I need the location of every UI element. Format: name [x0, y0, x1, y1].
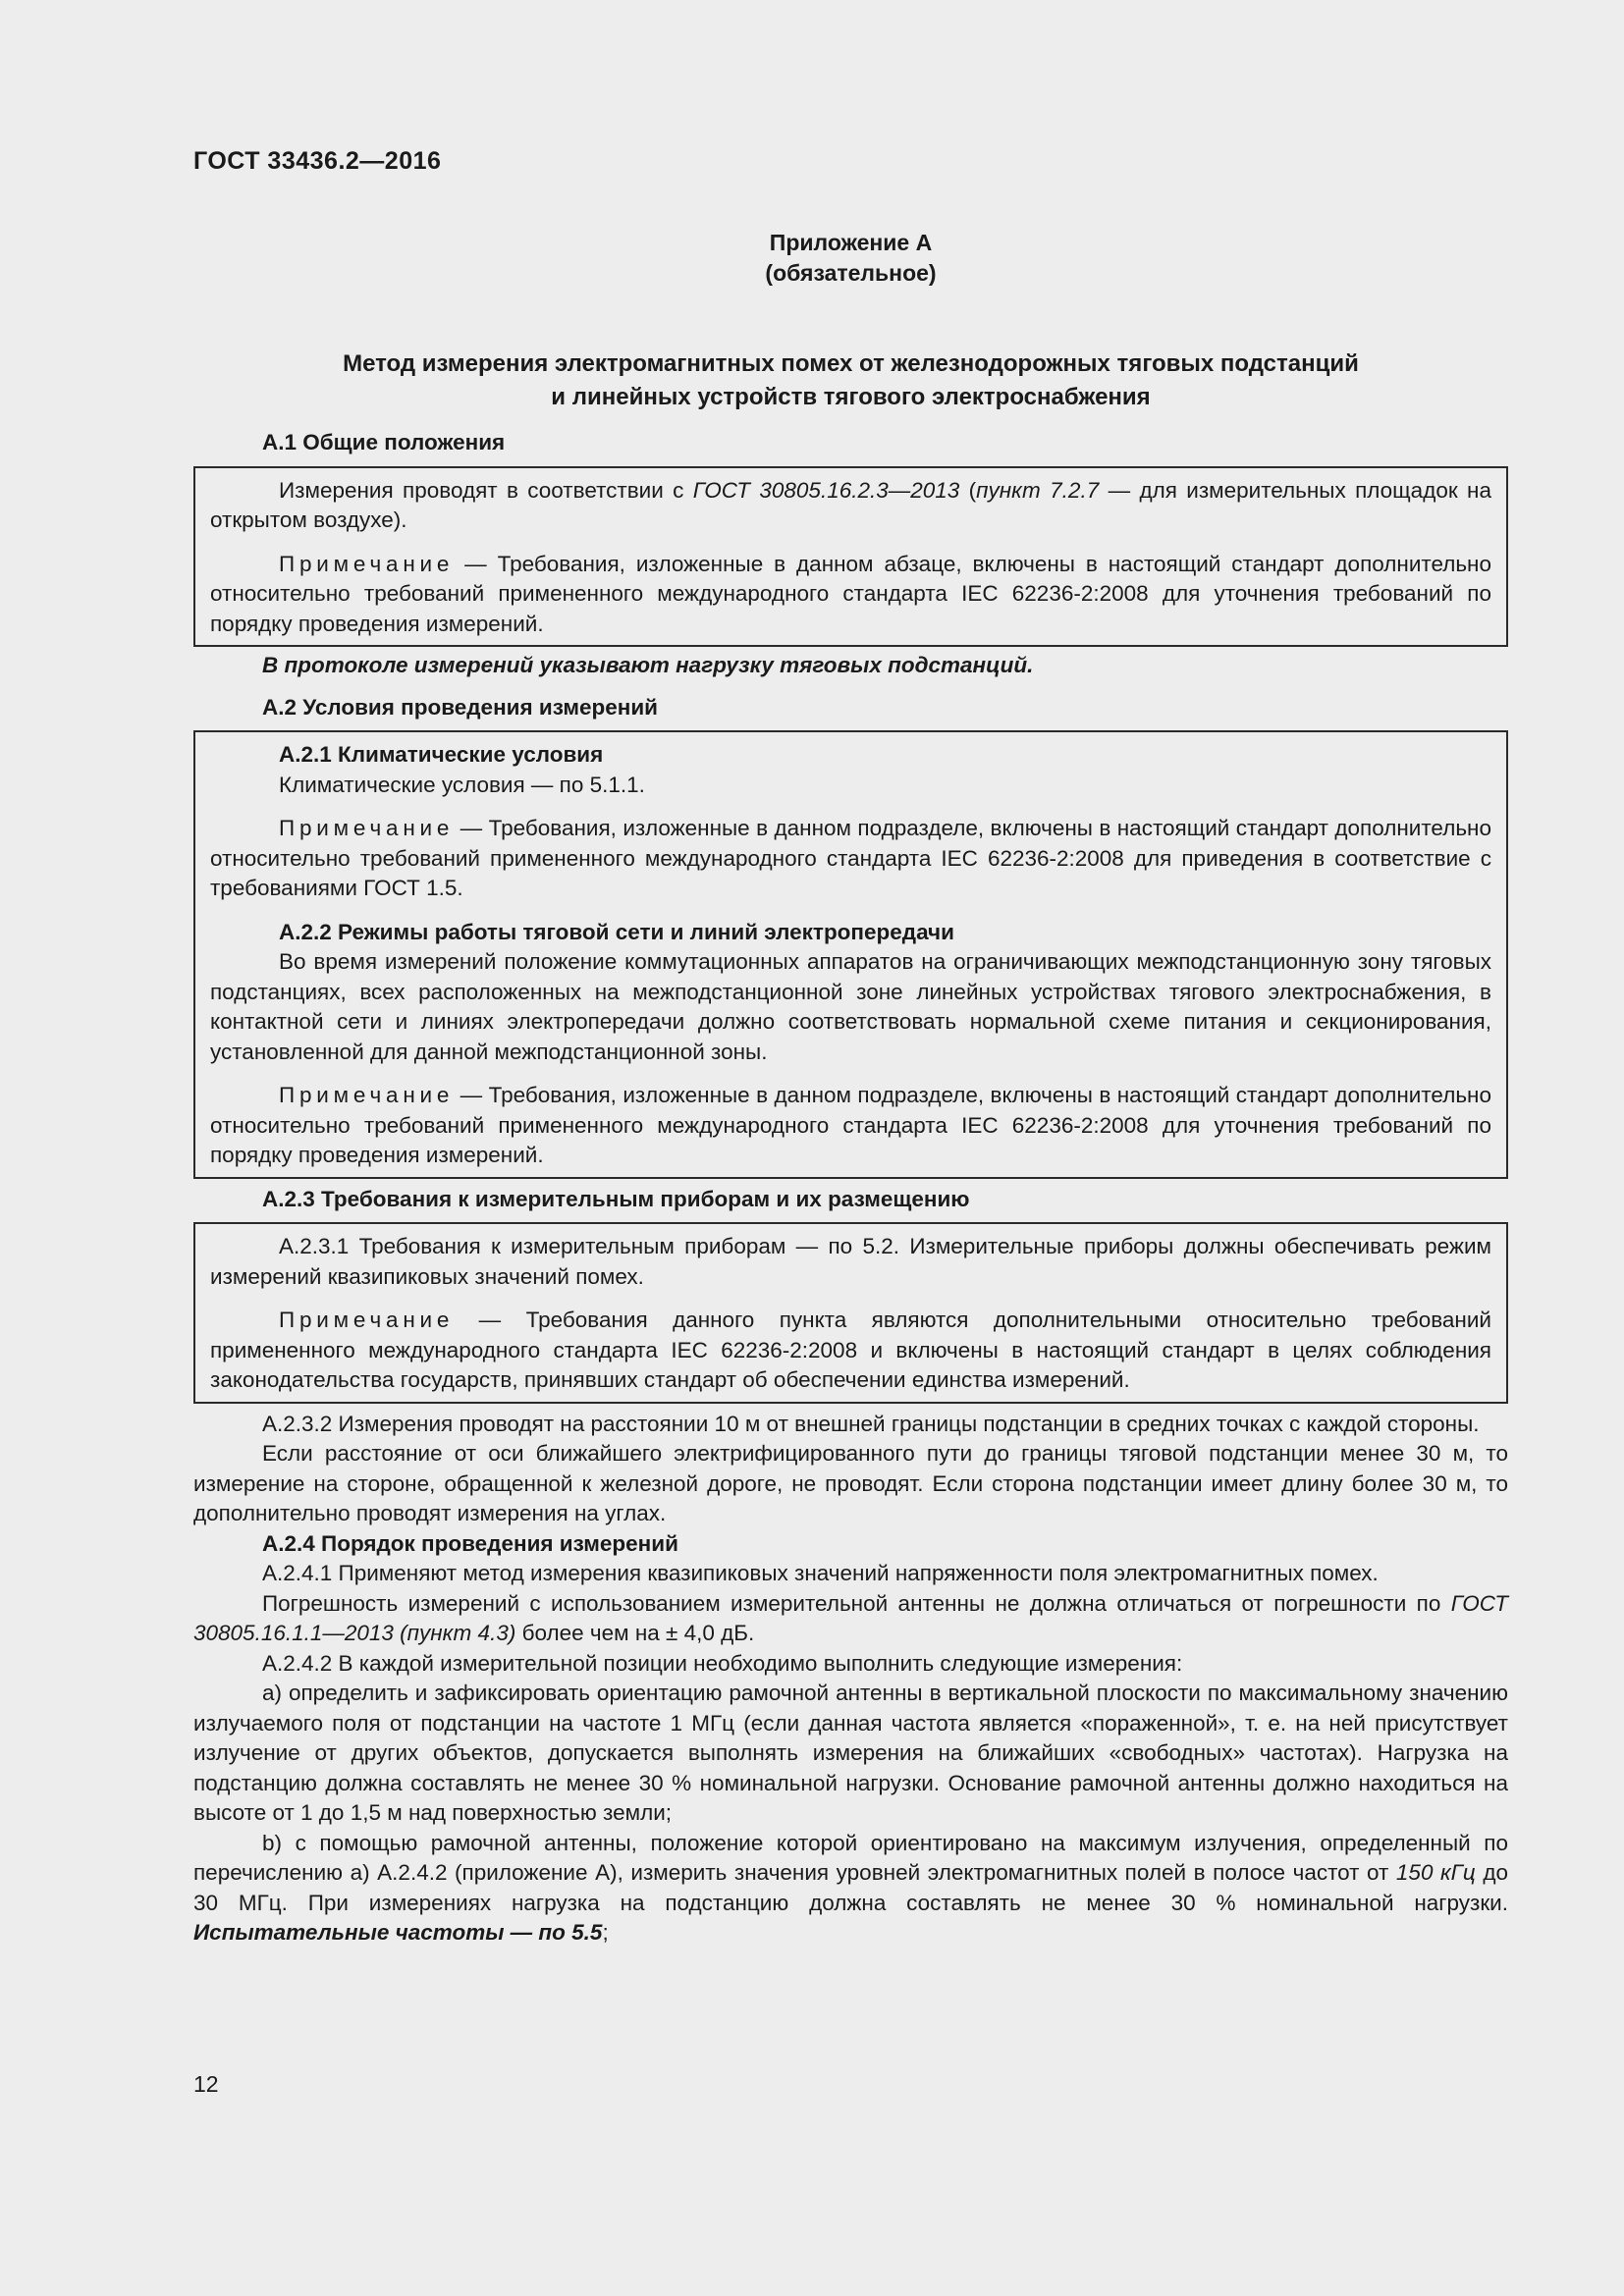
a232-text-2: Если расстояние от оси ближайшего электрифицированного пути до границы тяговой подстанции менее 30 м, то измерение на стороне, обращенной к железной дороге, не проводят. Если сторона подстанции имеет длину более 30 м, то дополнительно проводят измерения на углах.: [193, 1441, 1508, 1525]
a1-protocol-paragraph: В протоколе измерений указывают нагрузку тяговых подстанций.: [262, 653, 1034, 677]
note-label: Примечание: [279, 551, 455, 576]
a242-text: А.2.4.2 В каждой измерительной позиции необходимо выполнить следующие измерения:: [262, 1650, 1183, 1676]
section-a2-heading: А.2 Условия проведения измерений: [262, 694, 658, 720]
a232-text: А.2.3.2 Измерения проводят на расстоянии 10 м от внешней границы подстанции в средних точках с каждой стороны.: [262, 1411, 1480, 1436]
a22-text: Во время измерений положение коммутационных аппаратов на ограничивающих межподстанционную зону тяговых подстанциях, всех расположенных на межподстанционной зоне линейных устройствах тягового электроснабжения, в контактной сети и линиях электропередачи должно соответствовать нормальной схеме питания и секционирования, установленной для данной межподстанционной зоны.: [210, 949, 1491, 1064]
a242-item-b: b) с помощью рамочной антенны, положение которой ориентировано на максимум излучения, определенный по перечислению а) А.2.4.2 (приложение А), измерить значения уровней электромагнитных полей в полосе частот от 150 кГц до 30 МГц. При измерениях нагрузка на подстанцию должна составлять не менее 30 % номинальной нагрузки. Испытательные частоты — по 5.5;: [193, 1830, 1508, 1945]
annex-title: Приложение А: [769, 230, 933, 255]
a241-text: А.2.4.1 Применяют метод измерения квазипиковых значений напряженности поля электромагнитных помех.: [262, 1561, 1379, 1585]
a231-text: А.2.3.1 Требования к измерительным приборам — по 5.2. Измерительные приборы должны обеспечивать режим измерений квазипиковых значений помех.: [210, 1234, 1491, 1289]
page-number: 12: [193, 2071, 219, 2097]
a21-text: Климатические условия — по 5.1.1.: [279, 772, 645, 797]
a22-heading: А.2.2 Режимы работы тяговой сети и линий электропередачи: [279, 919, 954, 944]
a231-note: Примечание — Требования данного пункта являются дополнительными относительно требований примененного международного стандарта IEC 62236-2:2008 и включены в настоящий стандарт в целях соблюдения законодательства государств, принявших стандарт об обеспечении единства измерений.: [210, 1308, 1491, 1392]
method-title-line-2: и линейных устройств тягового электроснабжения: [551, 384, 1151, 410]
a1-note: Примечание — Требования, изложенные в данном абзаце, включены в настоящий стандарт дополнительно относительно требований примененного международного стандарта IEC 62236-2:2008 для уточнения требований по порядку проведения измерений.: [210, 551, 1491, 636]
section-a1-heading: А.1 Общие положения: [262, 430, 506, 454]
note-label: Примечание: [279, 1083, 455, 1107]
a2-framed-box: [193, 730, 1508, 1179]
method-title-line-1: Метод измерения электромагнитных помех от железнодорожных тяговых подстанций: [343, 350, 1359, 377]
annex-status: (обязательное): [765, 260, 937, 286]
page-content: [193, 228, 1508, 1949]
note-label: Примечание: [279, 816, 455, 840]
a1-paragraph: Измерения проводят в соответствии с ГОСТ 30805.16.2.3—2013 (пункт 7.2.7 — для измерительных площадок на открытом воздухе).: [210, 477, 1491, 532]
method-title: [193, 347, 1508, 414]
a1-framed-box: [193, 466, 1508, 648]
a231-framed-box: [193, 1222, 1508, 1404]
note-label: Примечание: [279, 1308, 455, 1332]
a22-note: Примечание — Требования, изложенные в данном подразделе, включены в настоящий стандарт дополнительно относительно требований примененного международного стандарта IEC 62236-2:2008 для уточнения требований по порядку проведения измерений.: [210, 1083, 1491, 1167]
a21-note: Примечание — Требования, изложенные в данном подразделе, включены в настоящий стандарт дополнительно относительно требований примененного международного стандарта IEC 62236-2:2008 для приведения в соответствие с требованиями ГОСТ 1.5.: [210, 816, 1491, 900]
a241-text-2: Погрешность измерений с использованием измерительной антенны не должна отличаться от погрешности по ГОСТ 30805.16.1.1—2013 (пункт 4.3) более чем на ± 4,0 дБ.: [193, 1590, 1508, 1645]
a24-heading: А.2.4 Порядок проведения измерений: [262, 1530, 678, 1556]
a242-item-a: а) определить и зафиксировать ориентацию рамочной антенны в вертикальной плоскости по максимальному значению излучаемого поля от подстанции на частоте 1 МГц (если данная частота является «пораженной», т. е. на ней присутствует излучение от других объектов, допускается выполнять измерения на ближайших «свободных» частотах). Нагрузка на подстанцию должна составлять не менее 30 % номинальной нагрузки. Основание рамочной антенны должно находиться на высоте от 1 до 1,5 м над поверхностью земли;: [193, 1681, 1508, 1825]
a21-heading: А.2.1 Климатические условия: [279, 742, 604, 767]
standard-designation: ГОСТ 33436.2—2016: [193, 147, 442, 175]
a23-heading: А.2.3 Требования к измерительным приборам и их размещению: [262, 1186, 970, 1211]
